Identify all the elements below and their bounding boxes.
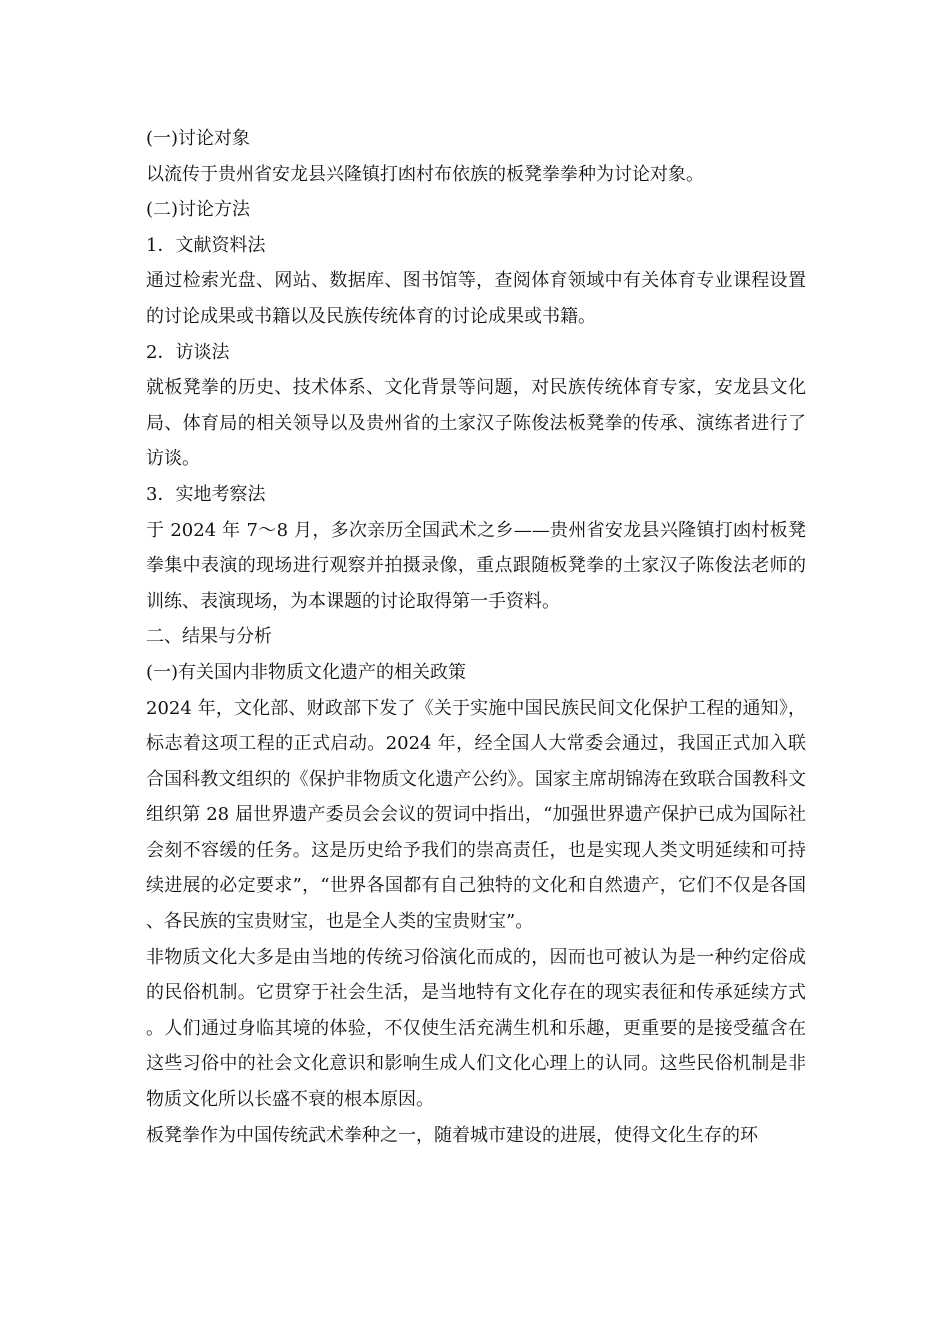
heading-policies: (一)有关国内非物质文化遗产的相关政策 [146, 661, 467, 683]
heading-literature-method: 1．文献资料法 [146, 234, 266, 256]
heading-interview-method: 2．访谈法 [146, 341, 230, 363]
heading-research-methods: (二)讨论方法 [146, 199, 251, 221]
paragraph-folk-mechanism: 非物质文化大多是由当地的传统习俗演化而成的，因而也可被认为是一种约定俗成的民俗机制。它贯穿于社会生活，是当地特有文化存在的现实表征和传承延续方式。人们通过身临其境的体验，不仅使生活充满生机和乐趣，更重要的是接受蕴含在这些习俗中的社会文化意识和影响生成人们文化心理上的认同。这些民俗机制是非物质文化所以长盛不衰的根本原因。 [146, 946, 806, 1111]
heading-field-method: 3．实地考察法 [146, 483, 266, 505]
paragraph-interview-method: 就板凳拳的历史、技术体系、文化背景等问题，对民族传统体育专家，安龙县文化局、体育局的相关领导以及贵州省的土家汉子陈俊法板凳拳的传承、演练者进行了访谈。 [146, 377, 806, 470]
paragraph-literature-method: 通过检索光盘、网站、数据库、图书馆等，查阅体育领域中有关体育专业课程设置的讨论成果或书籍以及民族传统体育的讨论成果或书籍。 [146, 270, 806, 327]
paragraph-field-method: 于 2024 年 7～8 月，多次亲历全国武术之乡——贵州省安龙县兴隆镇打凼村板凳拳集中表演的现场进行观察并拍摄录像，重点跟随板凳拳的土家汉子陈俊法老师的训练、表演现场，为本课题的讨论取得第一手资料。 [146, 519, 806, 612]
document-page [146, 121, 806, 1153]
paragraph-bench-boxing: 板凳拳作为中国传统武术拳种之一，随着城市建设的进展，使得文化生存的环 [146, 1124, 758, 1146]
heading-results-analysis: 二、结果与分析 [146, 626, 272, 648]
heading-research-object: (一)讨论对象 [146, 128, 251, 149]
paragraph-policies: 2024 年，文化部、财政部下发了《关于实施中国民族民间文化保护工程的通知》，标志着这项工程的正式启动。2024 年，经全国人大常委会通过，我国正式加入联合国科教文组织的《保护非物质文化遗产公约》。国家主席胡锦涛在致联合国教科文组织第 28 届世界遗产委员会会议的贺词中指出，“加强世界遗产保护已成为国际社会刻不容缓的任务。这是历史给予我们的崇高责任，也是实现人类文明延续和可持续进展的必定要求”，“世界各国都有自己独特的文化和自然遗产，它们不仅是各国、各民族的宝贵财宝，也是全人类的宝贵财宝”。 [146, 697, 806, 933]
paragraph-research-object: 以流传于贵州省安龙县兴隆镇打凼村布依族的板凳拳拳种为讨论对象。 [146, 163, 704, 185]
